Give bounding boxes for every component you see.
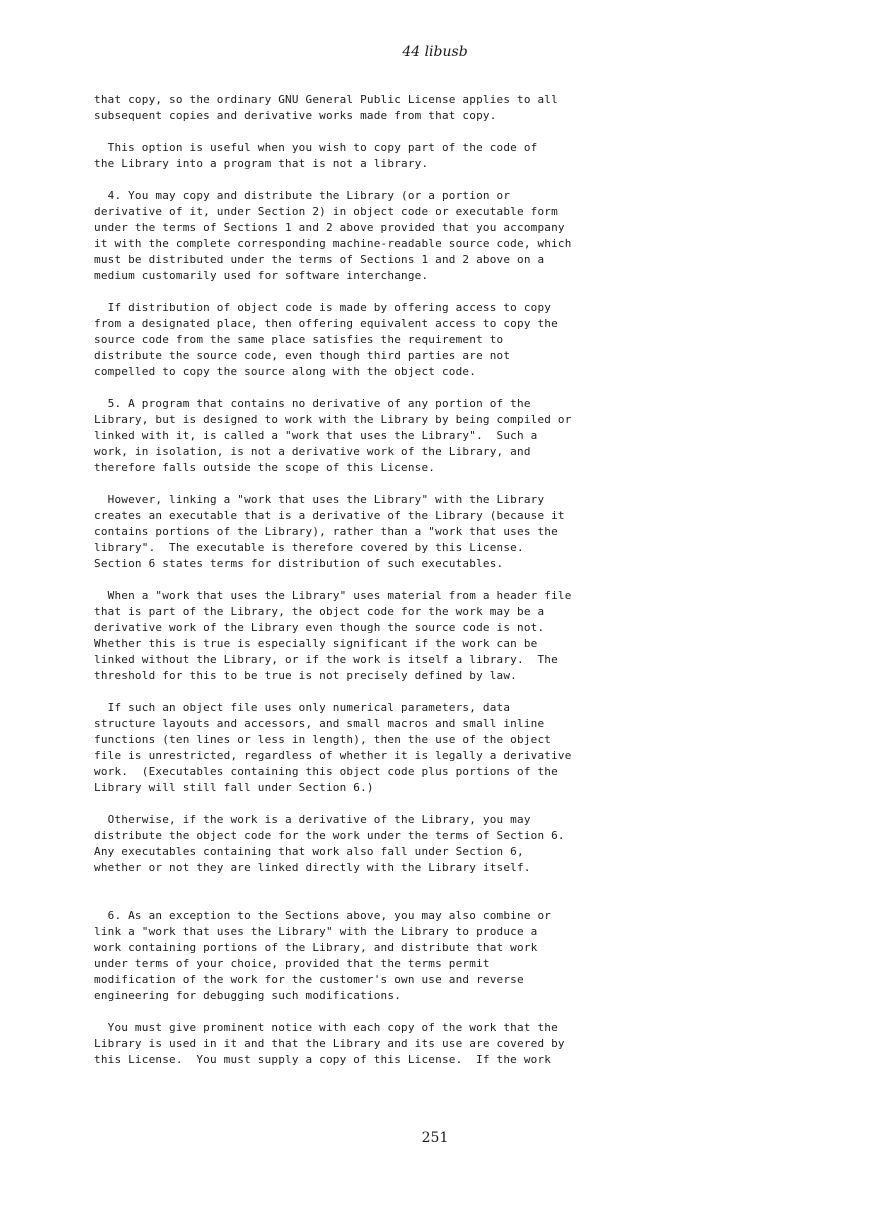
paragraph-section-6	[94, 908, 794, 1004]
paragraph-otherwise	[94, 812, 794, 876]
text-line: link a "work that uses the Library" with the Library to produce a	[94, 925, 538, 938]
text-line: 5. A program that contains no derivative of any portion of the	[94, 397, 531, 410]
text-line: If distribution of object code is made by offering access to copy	[94, 301, 552, 314]
text-line: distribute the object code for the work under the terms of Section 6.	[94, 829, 565, 842]
text-line: whether or not they are linked directly with the Library itself.	[94, 861, 531, 874]
text-line: this License. You must supply a copy of this License. If the work	[94, 1053, 552, 1066]
text-line: 6. As an exception to the Sections above, you may also combine or	[94, 909, 552, 922]
text-line: therefore falls outside the scope of this License.	[94, 461, 436, 474]
text-line: subsequent copies and derivative works made from that copy.	[94, 109, 497, 122]
text-line: 4. You may copy and distribute the Library (or a portion or	[94, 189, 511, 202]
paragraph-object-file	[94, 700, 794, 796]
text-line: This option is useful when you wish to copy part of the code of	[94, 141, 538, 154]
text-line: derivative of it, under Section 2) in object code or executable form	[94, 205, 558, 218]
text-line: derivative work of the Library even though the source code is not.	[94, 621, 545, 634]
text-line: When a "work that uses the Library" uses material from a header file	[94, 589, 572, 602]
paragraph-distribution-access	[94, 300, 794, 380]
paragraph-section-5	[94, 396, 794, 476]
paragraph-prominent-notice	[94, 1020, 794, 1068]
paragraph-section-4	[94, 188, 794, 284]
text-line: file is unrestricted, regardless of whether it is legally a derivative	[94, 749, 572, 762]
text-line: from a designated place, then offering equivalent access to copy the	[94, 317, 558, 330]
text-line: functions (ten lines or less in length), then the use of the object	[94, 733, 552, 746]
text-line: Whether this is true is especially significant if the work can be	[94, 637, 538, 650]
text-line: threshold for this to be true is not precisely defined by law.	[94, 669, 517, 682]
text-line: structure layouts and accessors, and small macros and small inline	[94, 717, 545, 730]
text-line: under terms of your choice, provided that the terms permit	[94, 957, 490, 970]
text-line: Library is used in it and that the Library and its use are covered by	[94, 1037, 565, 1050]
text-line: creates an executable that is a derivative of the Library (because it	[94, 509, 565, 522]
text-line: that copy, so the ordinary GNU General Public License applies to all	[94, 93, 558, 106]
text-line: compelled to copy the source along with the object code.	[94, 365, 477, 378]
text-line: it with the complete corresponding machine-readable source code, which	[94, 237, 572, 250]
text-line: distribute the source code, even though third parties are not	[94, 349, 511, 362]
text-line: source code from the same place satisfies the requirement to	[94, 333, 504, 346]
text-line: However, linking a "work that uses the Library" with the Library	[94, 493, 545, 506]
text-line: work containing portions of the Library, and distribute that work	[94, 941, 538, 954]
text-line: under the terms of Sections 1 and 2 above provided that you accompany	[94, 221, 565, 234]
text-line: the Library into a program that is not a library.	[94, 157, 429, 170]
text-line: If such an object file uses only numerical parameters, data	[94, 701, 511, 714]
paragraph-linking	[94, 492, 794, 572]
paragraph-header-file	[94, 588, 794, 684]
running-header: 44 libusb	[402, 44, 468, 60]
text-line: linked without the Library, or if the work is itself a library. The	[94, 653, 558, 666]
license-text-body	[94, 92, 794, 1084]
text-line: library". The executable is therefore covered by this License.	[94, 541, 524, 554]
text-line: You must give prominent notice with each copy of the work that the	[94, 1021, 558, 1034]
text-line: Any executables containing that work also fall under Section 6,	[94, 845, 524, 858]
text-line: that is part of the Library, the object code for the work may be a	[94, 605, 545, 618]
text-line: work, in isolation, is not a derivative work of the Library, and	[94, 445, 531, 458]
text-line: modification of the work for the customer's own use and reverse	[94, 973, 524, 986]
text-line: linked with it, is called a "work that uses the Library". Such a	[94, 429, 538, 442]
text-line: Section 6 states terms for distribution of such executables.	[94, 557, 504, 570]
paragraph-option-note	[94, 140, 794, 172]
text-line: Otherwise, if the work is a derivative of the Library, you may	[94, 813, 531, 826]
text-line: engineering for debugging such modifications.	[94, 989, 402, 1002]
text-line: Library will still fall under Section 6.)	[94, 781, 374, 794]
text-line: medium customarily used for software interchange.	[94, 269, 429, 282]
text-line: Library, but is designed to work with the Library by being compiled or	[94, 413, 572, 426]
paragraph-continuation	[94, 92, 794, 124]
text-line: must be distributed under the terms of Sections 1 and 2 above on a	[94, 253, 545, 266]
text-line: contains portions of the Library), rather than a "work that uses the	[94, 525, 558, 538]
page-number: 251	[421, 1130, 449, 1146]
text-line: work. (Executables containing this object code plus portions of the	[94, 765, 558, 778]
